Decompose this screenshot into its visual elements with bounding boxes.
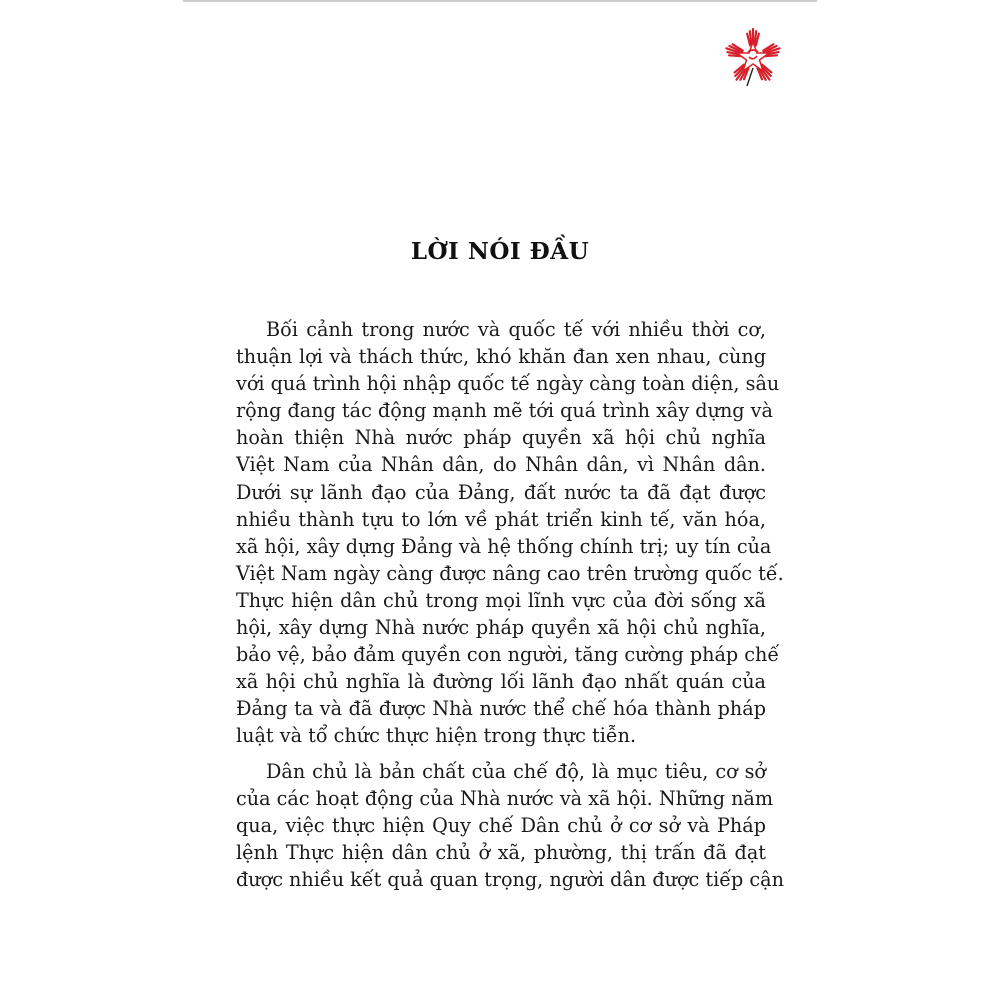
- text-line: xã hội chủ nghĩa là đường lối lãnh đạo nhất quán của: [236, 670, 766, 694]
- page-top-border: [183, 0, 817, 2]
- text-line: thuận lợi và thách thức, khó khăn đan xen nhau, cùng: [236, 345, 766, 369]
- text-line: Thực hiện dân chủ trong mọi lĩnh vực của đời sống xã: [236, 588, 766, 612]
- text-line: xã hội, xây dựng Đảng và hệ thống chính trị; uy tín của: [236, 534, 772, 558]
- paragraph-1: [236, 316, 784, 750]
- text-line: bảo vệ, bảo đảm quyền con người, tăng cường pháp chế: [236, 643, 780, 667]
- text-line: hoàn thiện Nhà nước pháp quyền xã hội chủ nghĩa: [236, 426, 766, 450]
- text-line: qua, việc thực hiện Quy chế Dân chủ ở cơ sở và Pháp: [236, 813, 766, 837]
- red-star-logo-icon: [722, 28, 784, 90]
- text-line: của các hoạt động của Nhà nước và xã hội. Những năm: [236, 786, 774, 810]
- text-line: luật và tổ chức thực hiện trong thực tiễn.: [236, 724, 637, 748]
- text-line: lệnh Thực hiện dân chủ ở xã, phường, thị trấn đã đạt: [236, 840, 766, 864]
- text-line: được nhiều kết quả quan trọng, người dân được tiếp cận: [236, 867, 784, 891]
- text-line: hội, xây dựng Nhà nước pháp quyền xã hội chủ nghĩa,: [236, 616, 766, 640]
- text-line: rộng đang tác động mạnh mẽ tới quá trình xây dựng và: [236, 399, 773, 423]
- text-line: Dưới sự lãnh đạo của Đảng, đất nước ta đã đạt được: [236, 480, 766, 504]
- text-line: Việt Nam của Nhân dân, do Nhân dân, vì Nhân dân.: [236, 453, 766, 477]
- text-line: nhiều thành tựu to lớn về phát triển kinh tế, văn hóa,: [236, 507, 766, 531]
- text-line: Dân chủ là bản chất của chế độ, là mục tiêu, cơ sở: [266, 759, 766, 783]
- text-line: Đảng ta và đã được Nhà nước thể chế hóa thành pháp: [236, 697, 766, 721]
- text-line: với quá trình hội nhập quốc tế ngày càng toàn diện, sâu: [236, 372, 780, 396]
- paragraph-2: [236, 758, 784, 893]
- body-text: [236, 316, 784, 901]
- text-line: Việt Nam ngày càng được nâng cao trên trường quốc tế.: [236, 561, 784, 585]
- text-line: Bối cảnh trong nước và quốc tế với nhiều thời cơ,: [266, 318, 766, 341]
- page-heading: LỜI NÓI ĐẦU: [410, 238, 590, 265]
